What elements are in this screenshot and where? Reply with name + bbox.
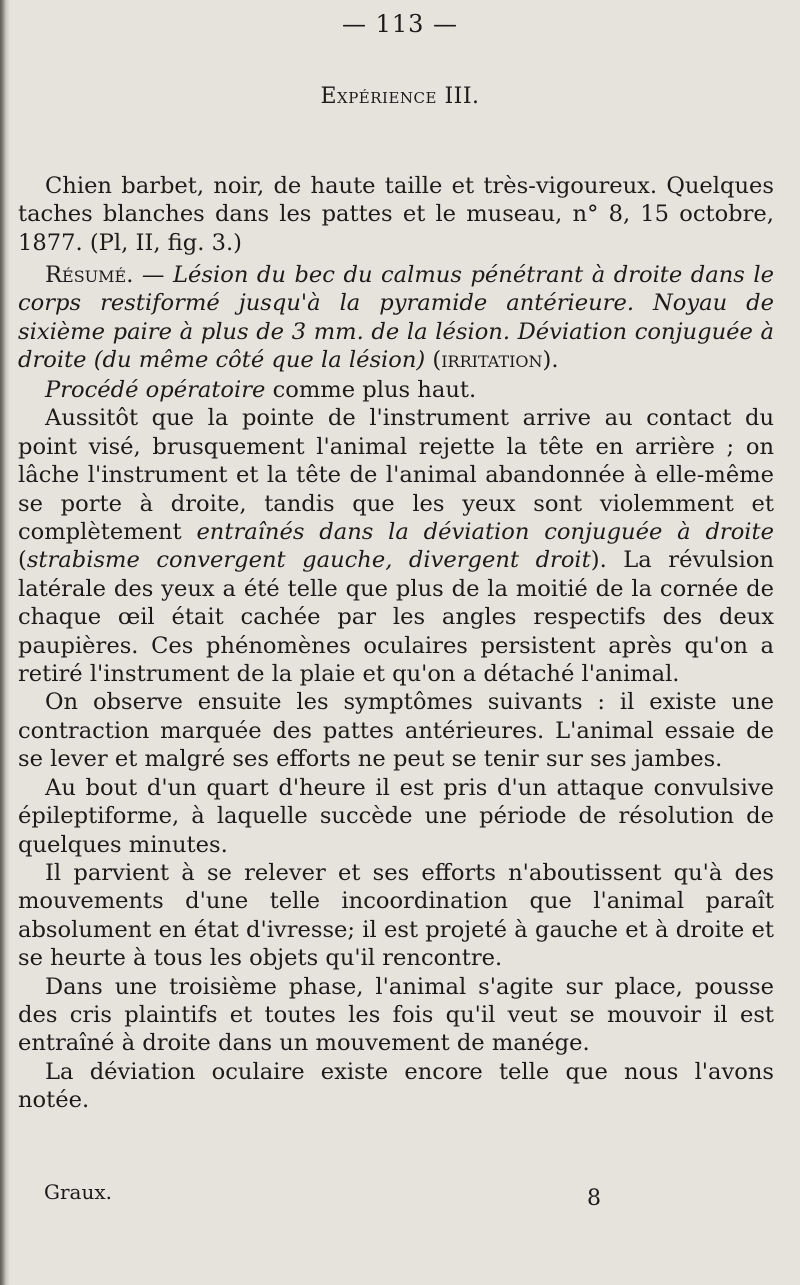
paragraph-6: La déviation oculaire existe encore telle que nous l'avons notée. (18, 1058, 774, 1114)
signature-mark: Graux. (44, 1180, 112, 1204)
paragraph-1-italic-b: strabisme convergent gauche, divergent droit (26, 547, 591, 574)
resume-dash: — (133, 262, 174, 288)
resume-label: Résumé. (45, 262, 134, 288)
paragraph-1-text-b: ( (18, 547, 27, 574)
paragraph-1-text-a: Aussitôt que la pointe de l'instrument arrive au contact du point visé, brusquement l'animal rejette la tête en arrière ; on lâche l'instrument et la tête de l'animal abandonnée à elle-même se porte à droite, tandis que les yeux sont violemment et complètement (18, 405, 774, 546)
paragraph-5: Dans une troisième phase, l'animal s'agite sur place, pousse des cris plaintifs et toutes les fois qu'il veut se mouvoir il est entraîné à droite dans un mouvement de manége. (18, 973, 774, 1057)
paragraph-4: Il parvient à se relever et ses efforts n'aboutissent qu'à des mouvements d'une telle incoordination que l'animal paraît absolument en état d'ivresse; il est projeté à gauche et à droite et se heurte à tous les objets qu'il rencontre. (18, 859, 774, 972)
paragraph-1 (18, 404, 774, 688)
procedure-label: Procédé opératoire (45, 377, 266, 403)
resume-paragraph (18, 261, 774, 375)
signature-number: 8 (587, 1186, 601, 1211)
resume-irritation: (irritation). (425, 347, 559, 374)
body-text (18, 376, 774, 1115)
paragraph-1-italic-a: entraînés dans la déviation conjuguée à droite (196, 519, 774, 546)
procedure-line (18, 376, 774, 404)
section-title: Expérience III. (320, 84, 480, 109)
procedure-rest: comme plus haut. (265, 377, 477, 403)
page-number: — 113 — (341, 10, 459, 38)
intro-text: Chien barbet, noir, de haute taille et très-vigoureux. Quelques taches blanches dans les pattes et le museau, n° 8, 15 octobre, 1877. (Pl, II, fig. 3.) (18, 173, 774, 256)
paragraph-3: Au bout d'un quart d'heure il est pris d'un attaque convulsive épileptiforme, à laquelle succède une période de résolution de quelques minutes. (18, 774, 774, 858)
resume-text: Lésion du bec du calmus pénétrant à droite dans le corps restiformé jusqu'à la pyramide antérieure. Noyau de sixième paire à plus de 3 mm. de la lésion. Déviation conjuguée à droite (du même côté que la lésion) (18, 262, 774, 374)
paragraph-1-text-c: ). La révulsion latérale des yeux a été telle que plus de la moitié de la cornée de chaque œil était cachée par les angles respectifs des deux paupières. Ces phénomènes oculaires persistent après qu'on a retiré l'instrument de la plaie et qu'on a détaché l'animal. (18, 547, 774, 688)
intro-paragraph (18, 172, 774, 257)
paragraph-2: On observe ensuite les symptômes suivants : il existe une contraction marquée des pattes antérieures. L'animal essaie de se lever et malgré ses efforts ne peut se tenir sur ses jambes. (18, 689, 774, 773)
